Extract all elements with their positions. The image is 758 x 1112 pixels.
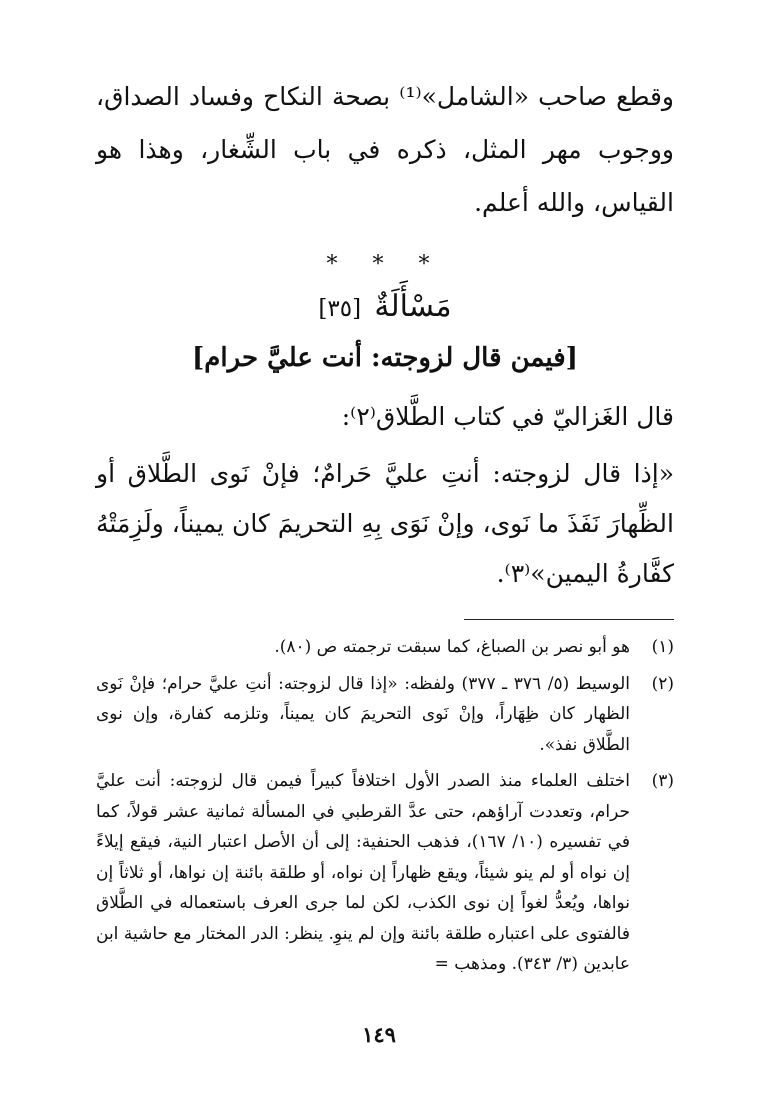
footnote-1 bbox=[96, 632, 674, 663]
footnotes bbox=[96, 632, 674, 980]
section-heading: [فيمن قال لزوجته: أنت عليَّ حرام] bbox=[191, 343, 578, 373]
page-body bbox=[96, 70, 674, 986]
footnote-number: (٢) bbox=[651, 673, 674, 694]
footnote-divider bbox=[464, 619, 674, 620]
footnote-3 bbox=[96, 766, 674, 980]
intro-line: قال الغَزاليّ في كتاب الطَّلاق⁽٢⁾: bbox=[341, 402, 674, 431]
masala-word: مَسْأَلَةٌ bbox=[374, 289, 452, 324]
footnote-number: (١) bbox=[651, 637, 674, 657]
footnote-number: (٣) bbox=[651, 771, 674, 791]
footnote-text: الوسيط (٥/ ٣٧٦ ـ ٣٧٧) ولفظه: «إذا قال لزوجته: أنتِ عليَّ حرام؛ فإنْ نَوى الظهار كان ظِهَاراً، وإنْ نَوى التحريمَ كان يميناً، وتلزمه كفارة، وإن نوى الطَّلاق نفذ». bbox=[96, 673, 630, 755]
section-separator: * * * bbox=[326, 252, 444, 277]
opening-paragraph: وقطع صاحب «الشامل»⁽¹⁾ بصحة النكاح وفساد الصداق، ووجوب مهر المثل، ذكره في باب الشِّغار، وهذا هو القياس، والله أعلم. bbox=[96, 82, 674, 217]
masala-number: [٣٥] bbox=[318, 296, 362, 322]
footnote-text: هو أبو نصر بن الصباغ، كما سبقت ترجمته ص (٨٠). bbox=[274, 637, 630, 657]
footnote-text: اختلف العلماء منذ الصدر الأول اختلافاً كبيراً فيمن قال لزوجته: أنت عليَّ حرام، وتعددت آراؤهم، حتى عدَّ القرطبي في المسألة ثمانية عشر قولاً، كما في تفسيره (١٠/ ١٦٧)، فذهب الحنفية: إلى أن الأصل اعتبار النية، فيقع إيلاءً إن نواه أو لم ينو شيئاً، ويقع ظهاراً إن نواه، أو طلقة بائنة إن نواها، أو ثلاثاً إن نواها، ويُعدُّ لغواً إن نوى الكذب، لكن لما جرى العرف باستعماله في الطَّلاق فالفتوى على اعتباره طلقة بائنة وإن لم ينوِ. ينظر: الدر المختار مع حاشية ابن عابدين (٣/ ٣٤٣). ومذهب = bbox=[96, 771, 631, 974]
page-number: ١٤٩ bbox=[362, 1022, 396, 1047]
quoted-passage: «إذا قال لزوجته: أنتِ عليَّ حَرامٌ؛ فإنْ نَوى الطَّلاق أو الظِّهارَ نَفَذَ ما نَوى، وإنْ نَوَى بِهِ التحريمَ كان يميناً، ولَزِمَتْهُ كفَّارةُ اليمين»⁽٣⁾. bbox=[96, 459, 674, 588]
masala-title bbox=[96, 285, 674, 331]
footnote-2 bbox=[96, 669, 674, 761]
